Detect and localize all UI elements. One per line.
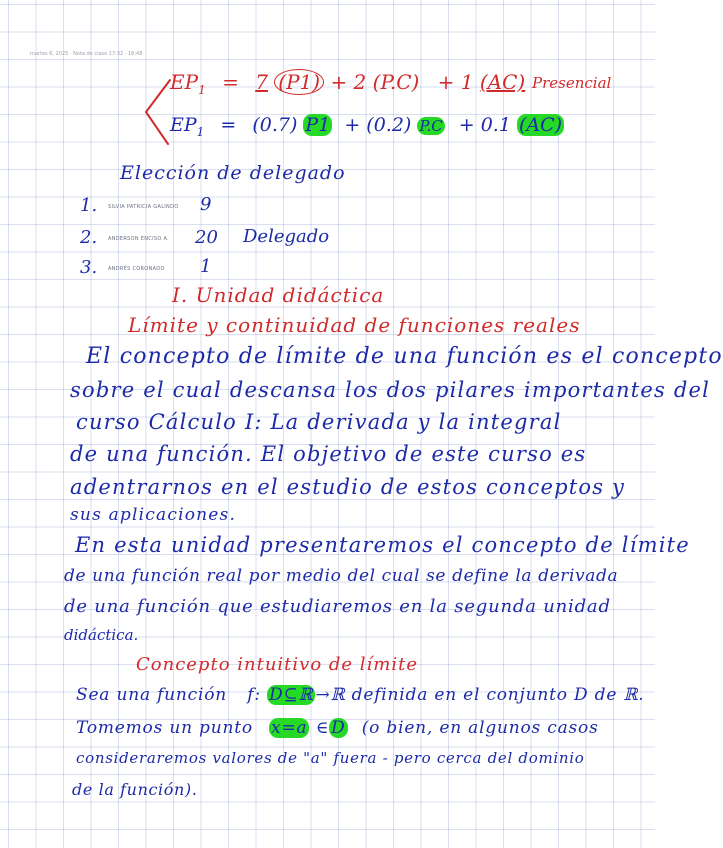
candidate-votes: 20 <box>195 227 218 248</box>
paragraph-line <box>76 685 645 705</box>
text-segment: Sea una función <box>76 685 228 705</box>
paragraph-line: En esta unidad presentaremos el concepto de límite <box>75 533 690 557</box>
domain-highlight: D⊆ℝ <box>269 685 314 705</box>
candidate-name: SILVIA PATRICIA GALINDO <box>108 204 179 210</box>
presencial-note: Presencial <box>532 74 612 92</box>
point-highlight: x=a <box>271 718 308 738</box>
paragraph-line: El concepto de límite de una función es el concepto <box>86 344 723 369</box>
formula-term2: + (0.2) <box>344 114 412 136</box>
formula-term2-var-highlight: P.C <box>419 117 443 135</box>
paragraph-line: consideraremos valores de "a" fuera - pero cerca del dominio <box>76 749 585 767</box>
paragraph-line: de una función que estudiaremos en la segunda unidad <box>64 596 611 617</box>
paragraph-line: adentrarnos en el estudio de estos conceptos y <box>70 475 626 499</box>
paragraph-line: sus aplicaciones. <box>70 505 237 525</box>
formula-ep1-red <box>170 70 525 97</box>
paragraph-line: de la función). <box>72 780 198 799</box>
set-highlight: D <box>331 718 346 738</box>
delegate-label: Delegado <box>243 226 330 247</box>
paragraph-line: sobre el cual descansa los dos pilares importantes del <box>70 378 711 402</box>
text-segment: (o bien, en algunos casos <box>361 718 599 738</box>
function-symbol: f: <box>247 685 261 705</box>
formula-term1-var: (P1) <box>274 69 324 95</box>
candidate-name: ANDRÉS CORONADO <box>108 266 165 272</box>
formula-ep1-blue <box>170 114 564 139</box>
election-index: 1. <box>80 195 98 216</box>
formula-term2-var: (P.C) <box>372 70 420 94</box>
text-segment: →ℝ definida en el conjunto D de ℝ. <box>315 685 645 705</box>
paragraph-line <box>76 718 599 738</box>
formula-term1-coef: (0.7) <box>252 114 298 136</box>
formula-equals: = <box>222 70 239 94</box>
formula-term3-var: (AC) <box>479 70 526 94</box>
paragraph-line: de una función. El objetivo de este curso es <box>70 442 587 466</box>
formula-equals: = <box>220 114 237 136</box>
candidate-votes: 9 <box>200 194 212 215</box>
note-header-meta: martes 6, 2025 · Nota de clase 17:32 · 16:48 <box>30 51 143 57</box>
formula-term1-coef: 7 <box>255 70 268 94</box>
election-index: 3. <box>80 257 98 278</box>
element-of-symbol: ∈ <box>315 718 330 738</box>
election-title: Elección de delegado <box>120 162 346 184</box>
paragraph-line: de una función real por medio del cual se define la derivada <box>64 566 619 586</box>
formula-lhs: EP <box>170 114 197 136</box>
brace-bracket-icon <box>142 78 172 148</box>
election-index: 2. <box>80 227 98 248</box>
formula-term3-var-highlight: (AC) <box>518 114 563 136</box>
text-segment: Tomemos un punto <box>76 718 253 738</box>
formula-term3: + 0.1 <box>458 114 511 136</box>
formula-lhs-sub: 1 <box>196 124 205 139</box>
formula-lhs: EP <box>170 70 199 94</box>
candidate-name: ANDERSON ENCISO A. <box>108 236 169 242</box>
paragraph-line: didáctica. <box>64 626 139 644</box>
formula-term1-var-highlight: P1 <box>305 114 331 136</box>
unit-heading: I. Unidad didáctica <box>172 283 385 307</box>
candidate-votes: 1 <box>200 256 212 277</box>
unit-subheading: Límite y continuidad de funciones reales <box>128 313 581 337</box>
paragraph-line: curso Cálculo I: La derivada y la integral <box>76 410 562 434</box>
formula-term3: + 1 <box>437 70 474 94</box>
formula-lhs-sub: 1 <box>198 83 206 97</box>
formula-term2: + 2 <box>330 70 367 94</box>
section-title: Concepto intuitivo de límite <box>136 654 419 675</box>
